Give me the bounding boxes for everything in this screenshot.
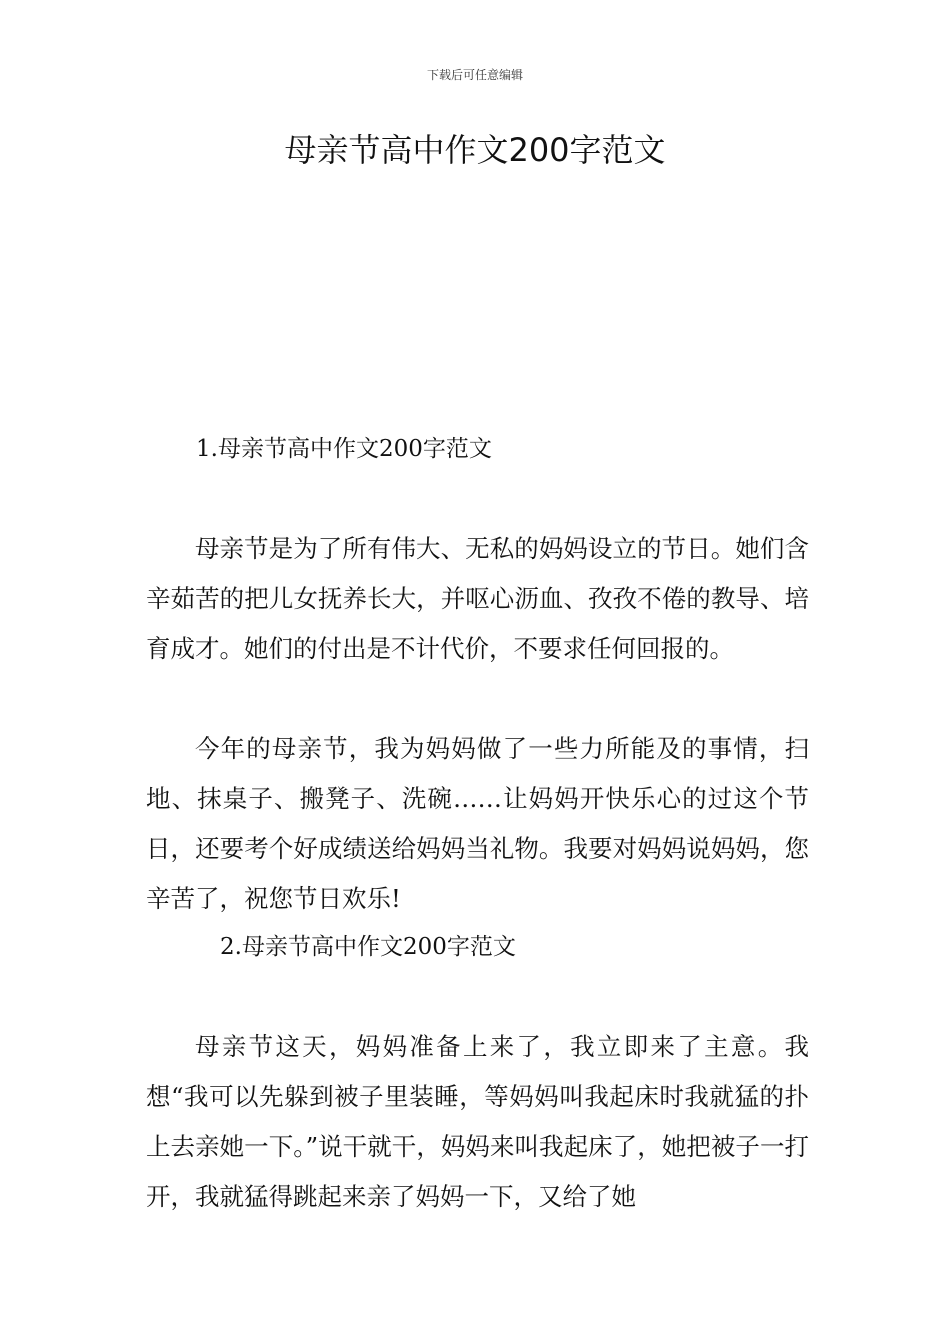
paragraph-2-1: 母亲节这天，妈妈准备上来了，我立即来了主意。我想“我可以先躲到被子里装睡，等妈妈叫我起床时我就猛的扑上去亲她一下。”说干就干，妈妈来叫我起床了，她把被子一打开，我就猛得跳起来亲了妈妈一下，又给了她: [146, 1032, 809, 1211]
paragraph-1-2: 今年的母亲节，我为妈妈做了一些力所能及的事情，扫地、抹桌子、搬凳子、洗碗……让妈妈开快乐心的过这个节日，还要考个好成绩送给妈妈当礼物。我要对妈妈说妈妈，您辛苦了，祝您节日欢乐!: [146, 734, 809, 913]
page-header-note: 下载后可任意编辑: [426, 68, 523, 82]
paragraph-1-1: 母亲节是为了所有伟大、无私的妈妈设立的节日。她们含辛茹苦的把儿女抚养长大，并呕心沥血、孜孜不倦的教导、培育成才。她们的付出是不计代价，不要求任何回报的。: [146, 534, 809, 663]
section-heading-1: 1.母亲节高中作文200字范文: [196, 436, 492, 462]
document-title: 母亲节高中作文200字范文: [284, 131, 666, 169]
section-heading-2: 2.母亲节高中作文200字范文: [220, 934, 516, 960]
